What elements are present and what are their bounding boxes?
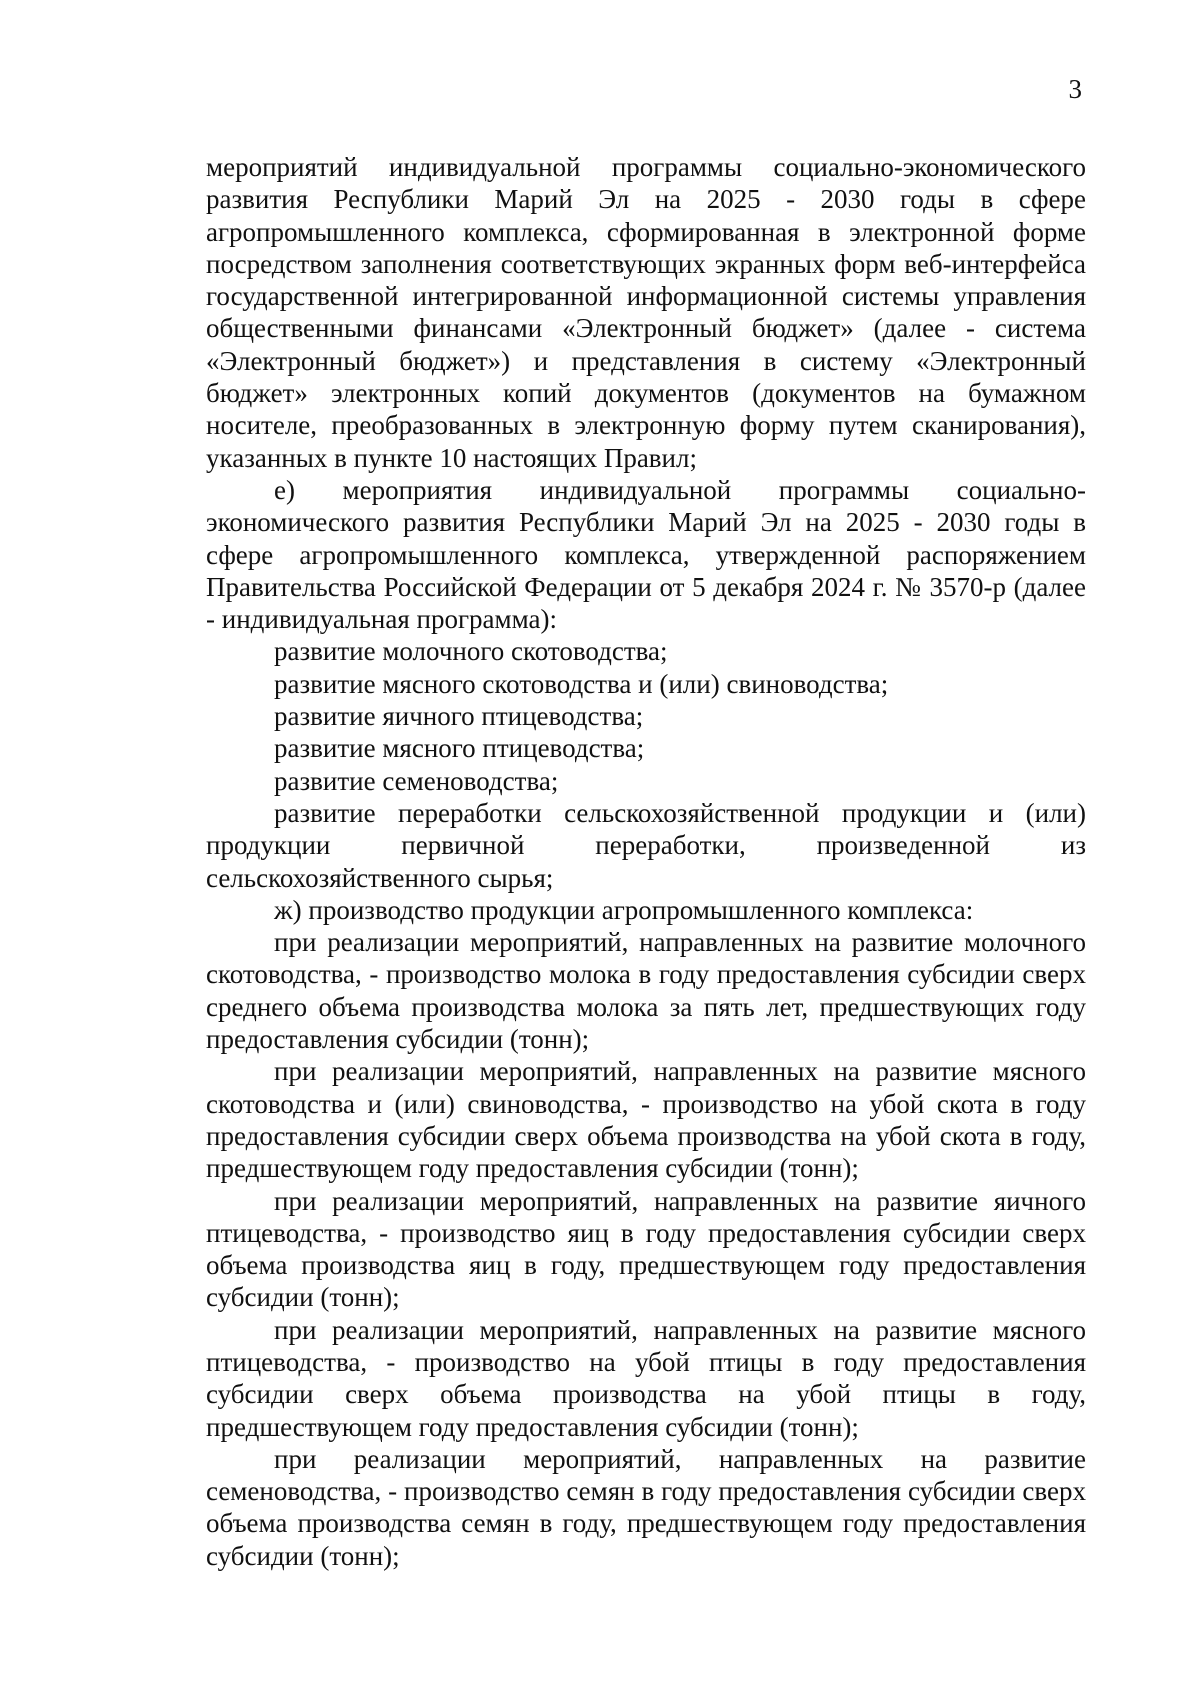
paragraph: при реализации мероприятий, направленных на развитие молочного скотоводства, - производство молока в году предоставления субсидии сверх среднего объема производства молока за пять лет, предшествующих году предоставления субсидии (тонн); [206,927,1086,1055]
paragraph: при реализации мероприятий, направленных на развитие мясного птицеводства, - производство на убой птицы в году предоставления субсидии сверх объема производства на убой птицы в году, предшествующем году предоставления субсидии (тонн); [206,1314,1086,1442]
paragraph-item-e: е) мероприятия индивидуальной программы социально-экономического развития Республики Марий Эл на 2025 - 2030 годы в сфере агропромышленного комплекса, утвержденной распоряжением Правительства Российской Федерации от 5 декабря 2024 г. № 3570-р (далее - индивидуальная программа): [206,474,1086,635]
list-item: развитие мясного птицеводства; [274,733,645,764]
paragraph: при реализации мероприятий, направленных на развитие мясного скотоводства и (или) свиноводства, - производство на убой скота в году предоставления субсидии сверх объема производства на убой скота в году, предшествующем году предоставления субсидии (тонн); [206,1056,1086,1184]
list-item: развитие переработки сельскохозяйственной продукции и (или) продукции первичной переработки, произведенной из сельскохозяйственного сырья; [206,797,1086,893]
list-item: развитие яичного птицеводства; [274,701,644,732]
paragraph-continuation: мероприятий индивидуальной программы социально-экономического развития Республики Марий Эл на 2025 - 2030 годы в сфере агропромышленного комплекса, сформированная в электронной форме посредством заполнения соответствующих экранных форм веб-интерфейса государственной интегрированной информационной системы управления общественными финансами «Электронный бюджет» (далее - система «Электронный бюджет») и представления в систему «Электронный бюджет» электронных копий документов (документов на бумажном носителе, преобразованных в электронную форму путем сканирования), указанных в пункте 10 настоящих Правил; [206,152,1086,473]
page-number: 3 [1068,74,1082,104]
paragraph: при реализации мероприятий, направленных на развитие семеноводства, - производство семян в году предоставления субсидии сверх объема производства семян в году, предшествующем году предоставления субсидии (тонн); [206,1443,1086,1571]
document-body [206,151,1086,1572]
list-item: развитие мясного скотоводства и (или) свиноводства; [274,668,889,699]
list-item: развитие молочного скотоводства; [274,636,668,667]
paragraph: при реализации мероприятий, направленных на развитие яичного птицеводства, - производство яиц в году предоставления субсидии сверх объема производства яиц в году, предшествующем году предоставления субсидии (тонн); [206,1185,1086,1313]
list-item: развитие семеноводства; [274,765,559,796]
paragraph-item-zh: ж) производство продукции агропромышленного комплекса: [274,894,974,925]
